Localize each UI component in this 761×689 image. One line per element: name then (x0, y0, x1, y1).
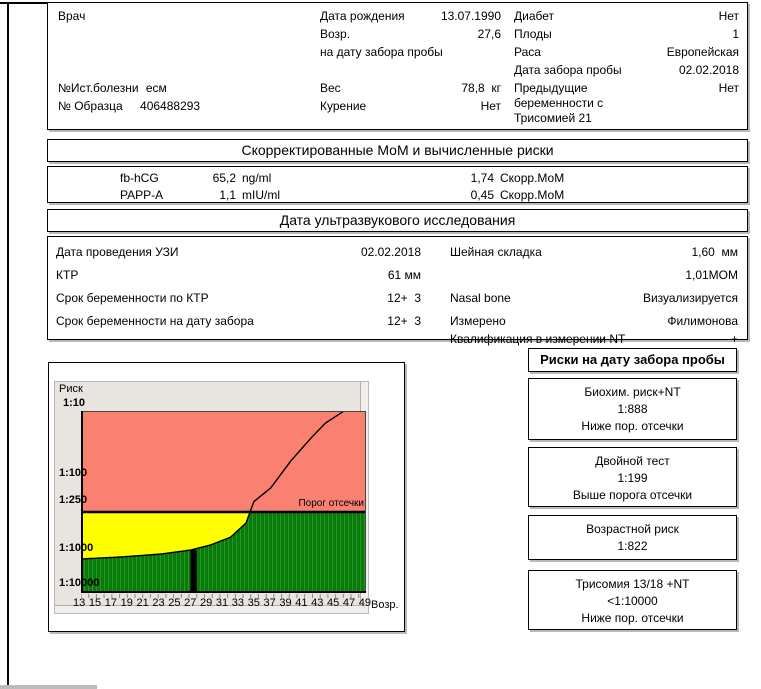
field-label: Измерено (450, 314, 506, 328)
risk-box-double-test (528, 447, 737, 507)
field-label: Плоды (514, 27, 552, 41)
y-tick-label: 1:10 (63, 397, 86, 409)
x-tick-label: 33 (231, 597, 244, 609)
age-row (320, 27, 501, 42)
analyte-name: fb-hCG (120, 171, 159, 185)
risk-title: Двойной тест (595, 454, 670, 468)
nt-row (450, 245, 738, 260)
risk-title: Трисомия 13/18 +NT (575, 577, 690, 591)
field-label: Квалификация в измерении NT (450, 332, 626, 346)
page-left-rule (7, 2, 9, 689)
x-axis-tick-labels (73, 597, 371, 609)
nt-qualification-row (450, 332, 738, 347)
field-value: 12+ 3 (387, 314, 421, 328)
x-tick-label: 13 (73, 597, 86, 609)
mom-value: 1,74 (470, 171, 494, 185)
ultrasound-section-header (47, 209, 748, 232)
x-axis-title: Возр. (371, 599, 399, 611)
x-tick-label: 45 (327, 597, 340, 609)
field-value: 02.02.2018 (360, 245, 421, 259)
y-tick-label: 1:1000 (59, 542, 94, 554)
history-number-value: есм (145, 81, 167, 95)
field-label: Раса (514, 45, 541, 59)
birthdate-row (320, 9, 501, 24)
risk-box-trisomy-13-18-nt (528, 570, 737, 630)
ultrasound-box (47, 236, 748, 346)
x-tick-label: 37 (263, 597, 276, 609)
nasal-bone-row (450, 291, 738, 306)
x-tick-label: 41 (295, 597, 308, 609)
x-tick-label: 19 (120, 597, 133, 609)
field-label: Диабет (514, 9, 555, 23)
analyte-value: 1,1 (219, 188, 236, 202)
mom-label: Скорр.МоМ (500, 188, 565, 202)
y-tick-label: 1:250 (59, 494, 88, 506)
y-tick-label: 1:10000 (59, 577, 100, 589)
y-tick-label: 1:100 (59, 467, 88, 479)
crl-row (56, 268, 421, 283)
risk-note: Ниже пор. отсечки (581, 419, 684, 433)
ga-at-sampling-row (56, 314, 421, 329)
field-value: Филимонова (667, 314, 738, 328)
x-tick-label: 31 (215, 597, 229, 609)
analyte-unit: ng/ml (242, 171, 272, 185)
ga-by-crl-row (56, 291, 421, 306)
field-label: Возр. (320, 27, 351, 41)
x-tick-label: 49 (358, 597, 371, 609)
risk-box-age-risk (528, 515, 737, 560)
field-value: Нет (718, 81, 739, 95)
risk-note: Выше порога отсечки (572, 488, 693, 502)
weight-row (320, 81, 501, 96)
sample-number-row (58, 99, 200, 114)
mom-values-box (47, 166, 748, 203)
x-tick-label: 27 (184, 597, 197, 609)
x-tick-label: 47 (342, 597, 356, 609)
x-tick-label: 25 (168, 597, 181, 609)
x-tick-label: 29 (200, 597, 213, 609)
x-tick-label: 35 (247, 597, 260, 609)
field-value: 12+ 3 (387, 291, 421, 305)
risk-title: Возрастной риск (586, 522, 679, 536)
x-tick-label: 39 (279, 597, 292, 609)
doctor-row (58, 9, 99, 24)
risk-box-biochem-nt (528, 378, 737, 440)
risk-title: Биохим. риск+NT (584, 385, 681, 399)
sample-number-value: 406488293 (140, 99, 201, 113)
x-tick-label: 15 (88, 597, 102, 609)
field-label: Срок беременности на дату забора (56, 314, 254, 328)
sample-number-label: № Образца (58, 99, 123, 113)
analyte-value: 65,2 (212, 171, 236, 185)
x-tick-label: 43 (311, 597, 324, 609)
previous-t21-row (514, 81, 739, 126)
field-label: КТР (56, 268, 79, 282)
field-value: 02.02.2018 (678, 63, 739, 77)
page-bottom-edge (0, 685, 97, 689)
field-value: Нет (718, 9, 739, 23)
history-number-row (58, 81, 167, 96)
field-value: 1,01МОМ (685, 268, 738, 282)
doctor-label: Врач (58, 9, 86, 23)
analyte-unit: mIU/ml (242, 188, 280, 202)
measured-by-row (450, 314, 738, 329)
history-number-label: №Ист.болезни (58, 81, 139, 95)
field-label: Предыдущие беременности с Трисомией 21 (514, 81, 607, 125)
risk-value: 1:199 (617, 471, 648, 485)
field-value: 27,6 (477, 27, 501, 41)
mom-section-header (47, 139, 748, 162)
us-date-row (56, 245, 421, 260)
risk-note: Ниже пор. отсечки (581, 611, 684, 625)
field-value: Визуализируется (642, 291, 738, 305)
field-value: 61 мм (387, 268, 421, 282)
field-value: + (730, 332, 738, 346)
x-tick-label: 21 (136, 597, 149, 609)
section-title: Скорректированные МоМ и вычисленные риски (241, 142, 554, 158)
age-at-sampling-row (320, 45, 501, 60)
nt-mom-row (450, 268, 738, 283)
risk-panel-header (528, 348, 737, 372)
analyte-name: PAPP-A (120, 188, 164, 202)
sampling-date-row (514, 63, 739, 78)
mom-label: Скорр.МоМ (500, 171, 565, 185)
field-value: 1 (732, 27, 739, 41)
field-value: 13.07.1990 (440, 9, 501, 23)
section-title: Дата ультразвукового исследования (279, 212, 516, 228)
smoking-row (320, 99, 501, 114)
field-label: Дата забора пробы (514, 63, 622, 77)
field-label: Дата проведения УЗИ (56, 245, 179, 259)
risk-value: <1:10000 (607, 594, 658, 608)
fetuses-row (514, 27, 739, 42)
field-value: 78,8 кг (461, 81, 501, 95)
diabetes-row (514, 9, 739, 24)
y-axis-title: Риск (59, 383, 83, 395)
mom-value: 0,45 (470, 188, 494, 202)
field-value: Нет (480, 99, 501, 113)
field-value: Европейская (666, 45, 739, 59)
risk-panel-title: Риски на дату забора пробы (540, 352, 725, 367)
field-label: Шейная складка (450, 245, 542, 259)
field-label: Вес (320, 81, 341, 95)
field-label: Дата рождения (320, 9, 405, 23)
patient-info-box (47, 2, 748, 130)
x-tick-label: 23 (152, 597, 165, 609)
field-label: на дату забора пробы (320, 45, 443, 59)
race-row (514, 45, 739, 60)
x-tick-label: 17 (104, 597, 117, 609)
risk-value: 1:888 (617, 402, 648, 416)
field-label: Курение (320, 99, 367, 113)
risk-value: 1:822 (617, 539, 648, 553)
field-label: Срок беременности по КТР (56, 291, 209, 305)
field-value: 1,60 мм (691, 245, 738, 259)
cutoff-threshold-label: Порог отсечки (298, 498, 364, 509)
risk-chart-box (48, 362, 405, 632)
field-label: Nasal bone (450, 291, 511, 305)
